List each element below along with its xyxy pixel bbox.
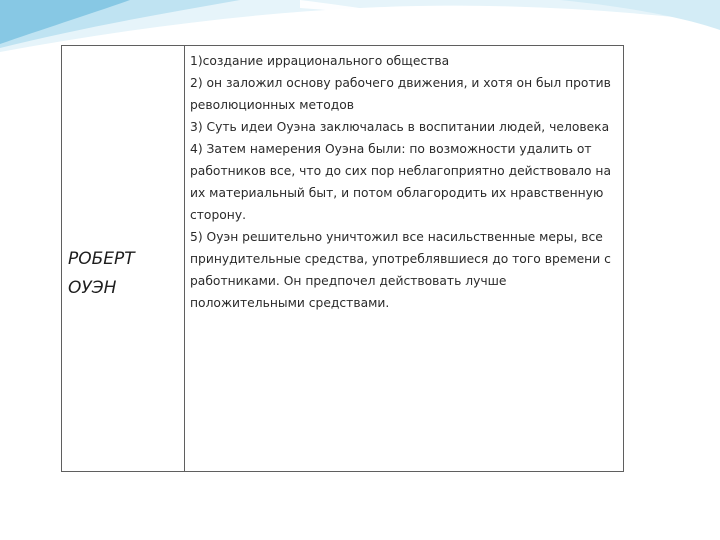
person-name-line1: РОБЕРТ	[68, 248, 135, 269]
person-name-line2: ОУЭН	[68, 277, 117, 298]
name-cell	[62, 46, 185, 471]
person-name	[62, 245, 135, 303]
point-item: 2) он заложил основу рабочего движения, и хотя он был против революционных методов	[190, 76, 611, 112]
point-item: 5) Оуэн решительно уничтожил все насильственные меры, все принудительные средства, употреблявшиеся до того времени с работниками. Он предпочел действовать лучше положительными средствами.	[190, 230, 611, 310]
points-cell	[185, 46, 623, 471]
point-item: 1)создание иррационального общества	[190, 54, 450, 68]
point-item: 3) Суть идеи Оуэна заключалась в воспитании людей, человека	[190, 120, 610, 134]
point-item: 4) Затем намерения Оуэна были: по возможности удалить от работников все, что до сих пор неблагоприятно действовало на их материальный быт, и потом облагородить их нравственную сторону.	[190, 142, 611, 222]
content-table	[61, 45, 624, 472]
